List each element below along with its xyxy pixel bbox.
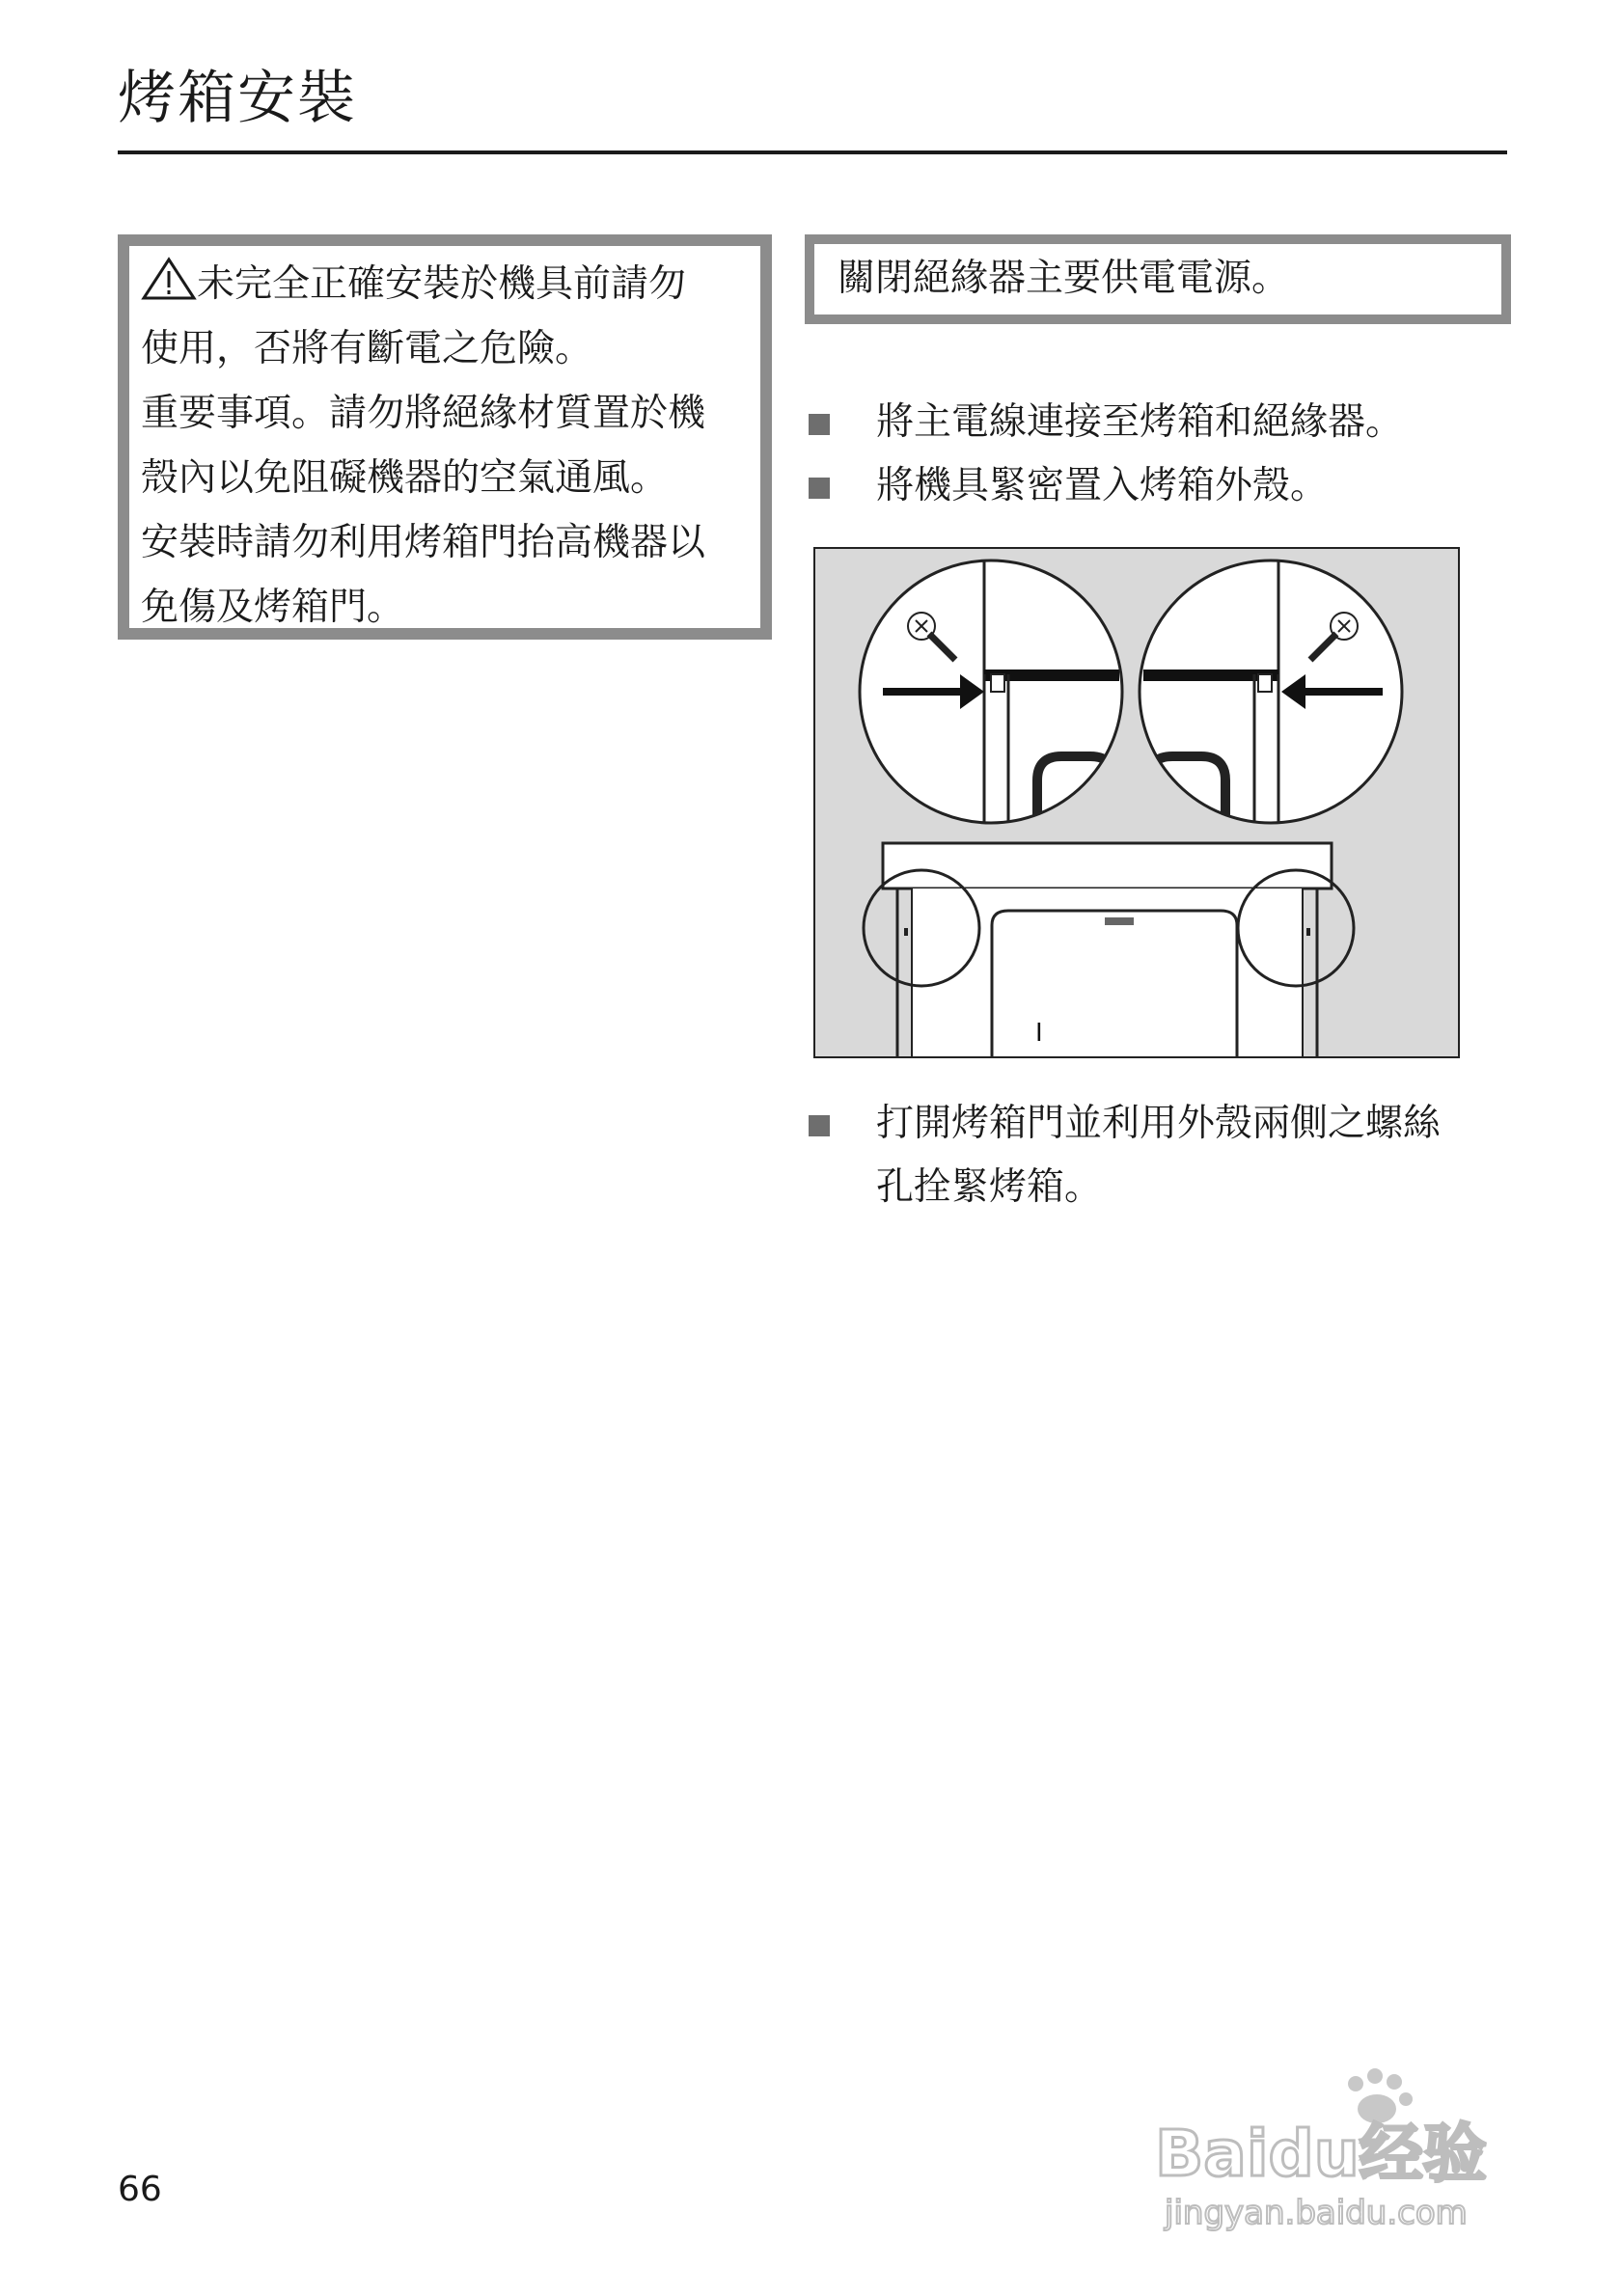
figure-label: I: [1035, 1019, 1043, 1048]
title-divider: [118, 150, 1507, 154]
square-bullet-icon: [809, 478, 830, 499]
step-text: 將主電線連接至烤箱和絕緣器。: [876, 400, 1404, 444]
warning-triangle-icon: [141, 256, 197, 302]
watermark-brand: Baidu经验: [1155, 2117, 1487, 2191]
warning-paragraph-3: 安裝時請勿利用烤箱門抬高機器以 免傷及烤箱門。: [141, 521, 706, 629]
square-bullet-icon: [809, 1115, 830, 1136]
step-text: 將機具緊密置入烤箱外殼。: [876, 464, 1329, 507]
warning-box: [118, 234, 772, 640]
watermark-url: jingyan.baidu.com: [1165, 2194, 1468, 2232]
warning-text-1: 未完全正確安裝於機具前請勿 使用，否將有斷電之危險。: [141, 262, 687, 370]
power-off-box: 關閉絕緣器主要供電電源。: [805, 234, 1511, 324]
installation-diagram: [813, 547, 1460, 1058]
square-bullet-icon: [809, 414, 830, 435]
warning-paragraph-2: 重要事項。請勿將絕緣材質置於機 殼內以免阻礙機器的空氣通風。: [141, 392, 706, 500]
page-number: 66: [118, 2170, 162, 2209]
step-item: [809, 1092, 1441, 1219]
page-title: 烤箱安裝: [118, 65, 357, 132]
baidu-watermark: [1153, 2055, 1549, 2248]
step-item: [809, 454, 1328, 518]
step-item: [809, 391, 1403, 454]
warning-paragraph-1: [141, 252, 760, 381]
paw-icon: [1348, 2068, 1413, 2123]
step-text: 打開烤箱門並利用外殼兩側之螺絲 孔拴緊烤箱。: [876, 1102, 1442, 1209]
installation-illustration: [815, 549, 1458, 1056]
